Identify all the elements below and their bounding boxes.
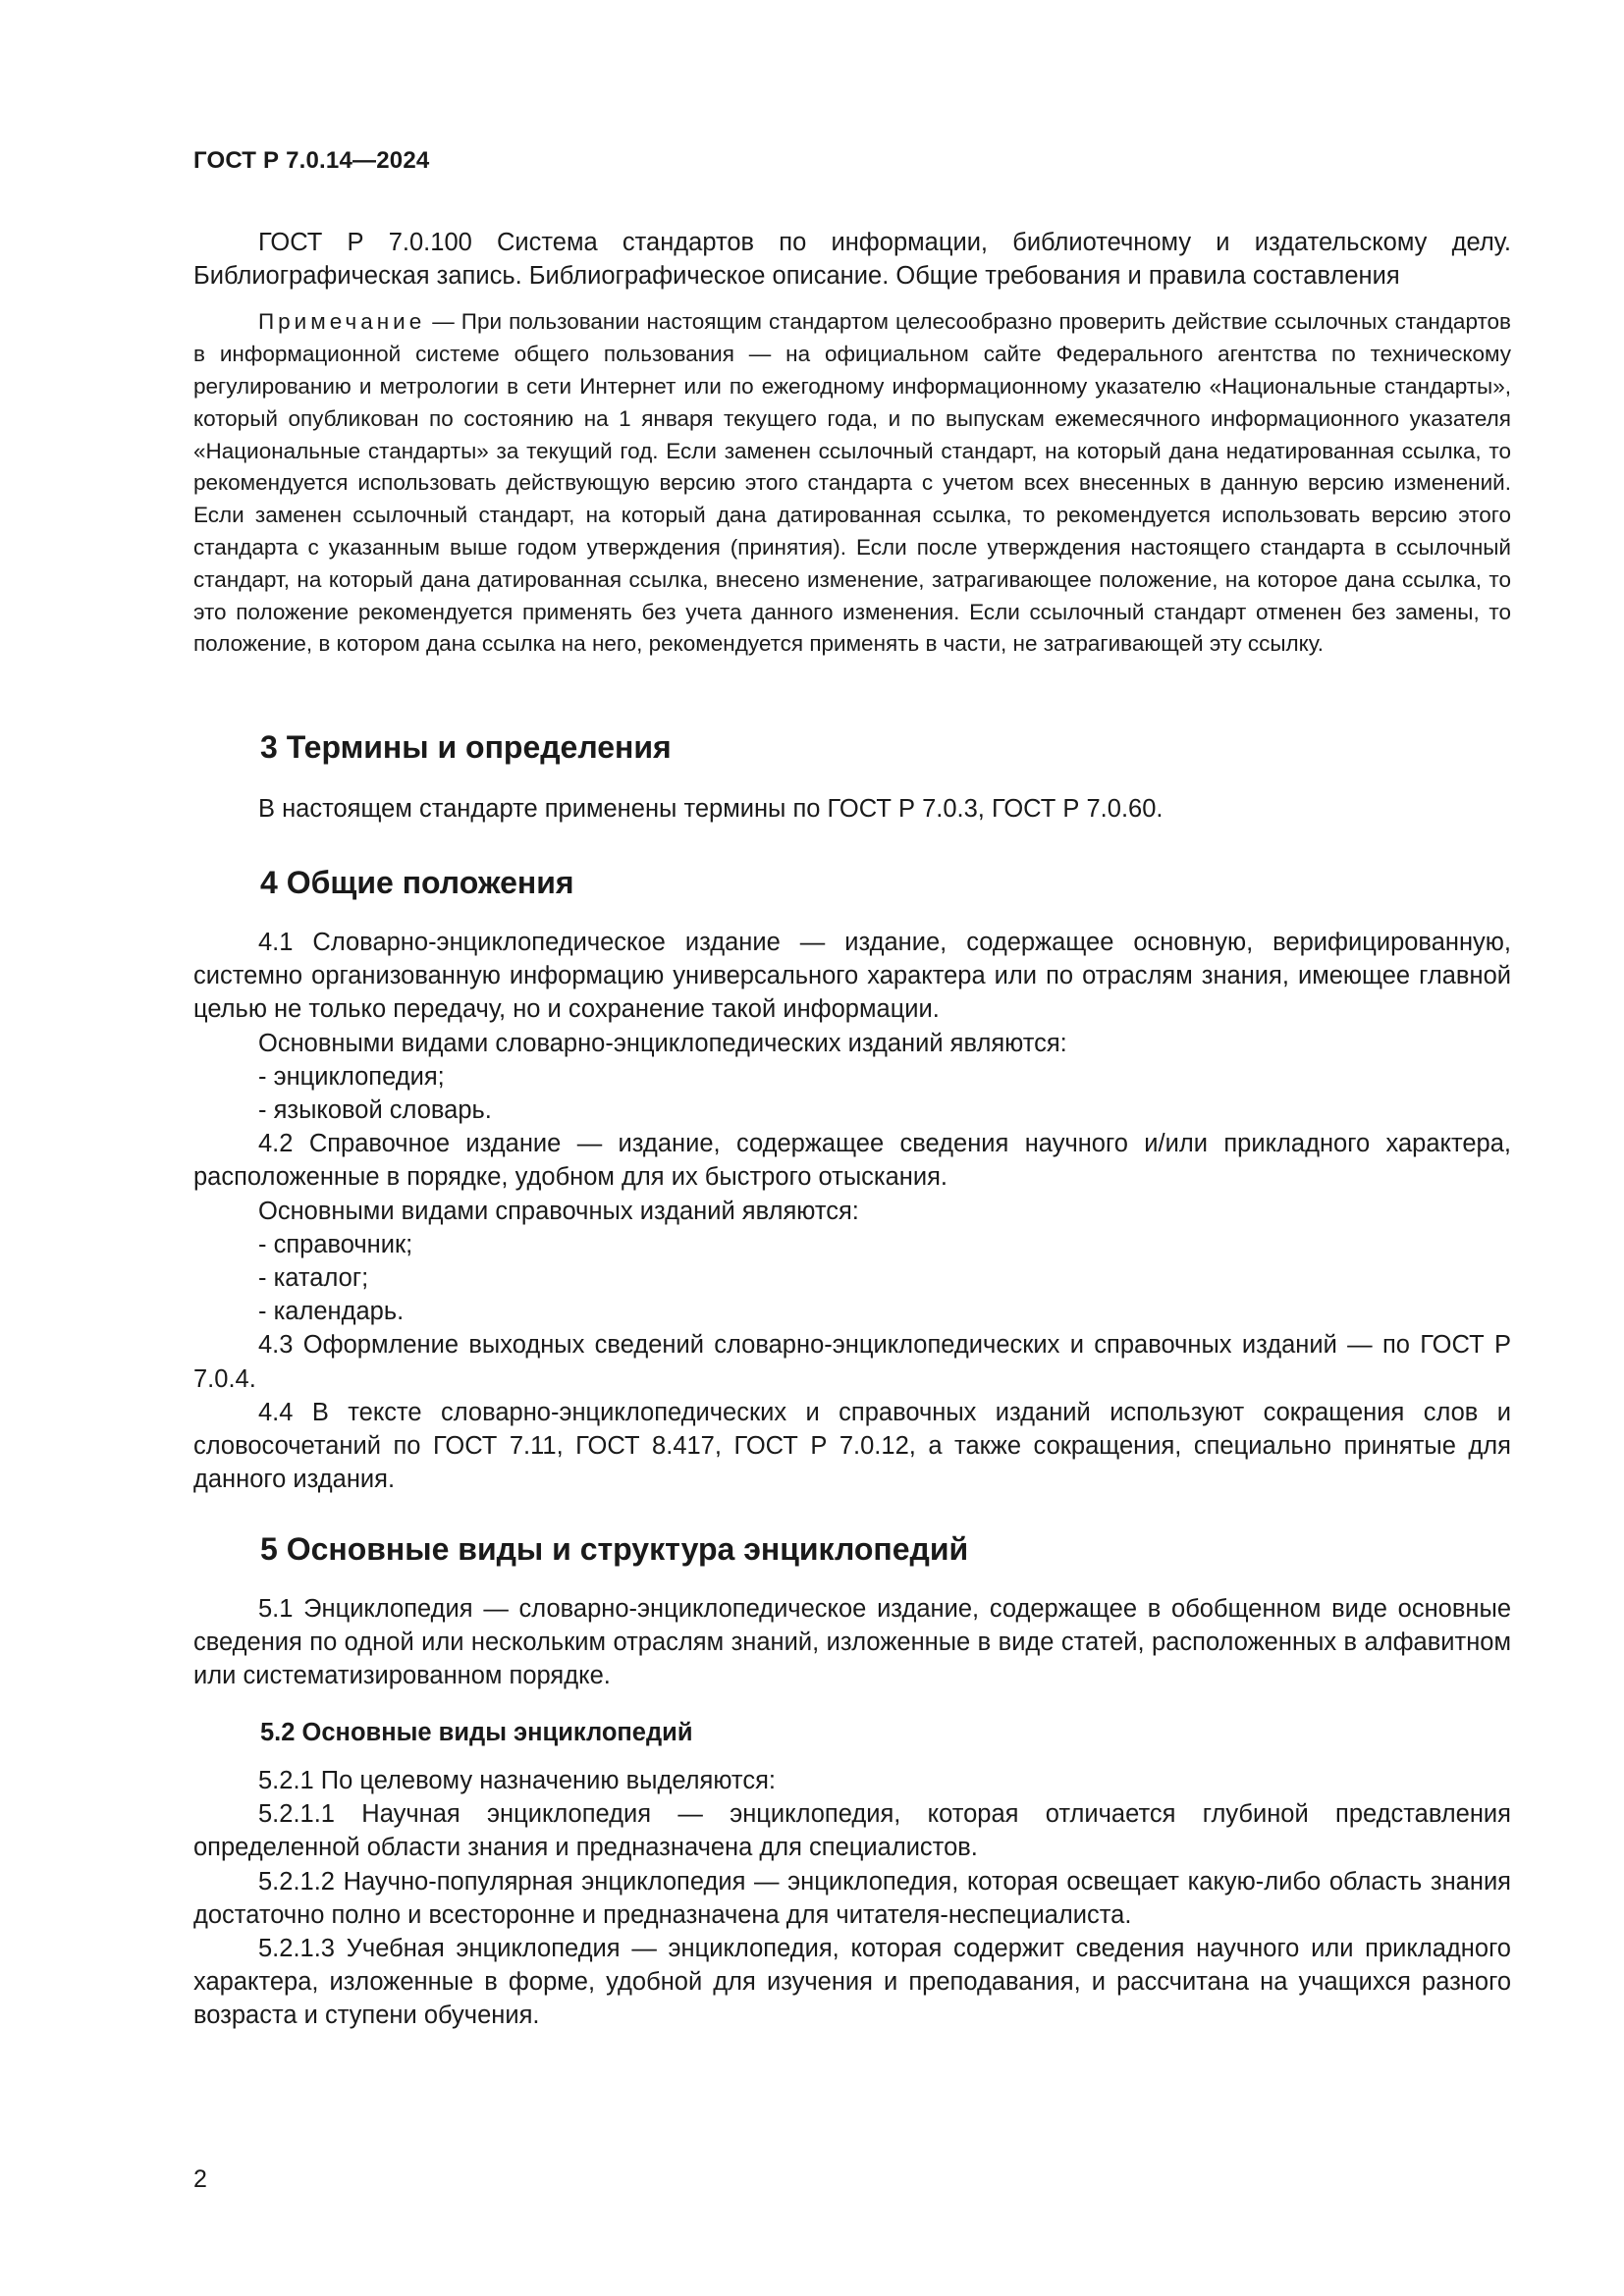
list-item: - каталог;: [258, 1264, 369, 1293]
note-label: Примечание: [258, 309, 426, 335]
document-header-code: ГОСТ Р 7.0.14—2024: [193, 147, 430, 174]
section-3-body: [193, 792, 1511, 826]
section-5-heading: 5 Основные виды и структура энциклопедий: [260, 1531, 969, 1567]
section-3-heading: 3 Термины и определения: [260, 729, 672, 765]
paragraph-4-1-types: Основными видами словарно-энциклопедических изданий являются:: [258, 1029, 1067, 1057]
reference-gost-7-0-100: ГОСТ Р 7.0.100 Система стандартов по информации, библиотечному и издательскому делу. Библиографическая запись. Библиографическое описание. Общие требования и правила составления: [193, 229, 1511, 291]
note-paragraph: [193, 306, 1511, 661]
section-4-body: [193, 926, 1511, 1496]
paragraph-5-2-1: 5.2.1 По целевому назначению выделяются:: [258, 1767, 776, 1794]
paragraph-4-3: 4.3 Оформление выходных сведений словарно-энциклопедических и справочных изданий — по ГОСТ Р 7.0.4.: [193, 1331, 1511, 1393]
paragraph-4-1: 4.1 Словарно-энциклопедическое издание — издание, содержащее основную, верифицированную, системно организованную информацию универсального характера или по отраслям знания, имеющее главной целью не только передачу, но и сохранение такой информации.: [193, 929, 1511, 1024]
list-item: - энциклопедия;: [258, 1062, 445, 1091]
paragraph-4-2: 4.2 Справочное издание — издание, содержащее сведения научного и/или прикладного характера, расположенные в порядке, удобном для их быстрого отыскания.: [193, 1130, 1511, 1192]
paragraph-5-1: 5.1 Энциклопедия — словарно-энциклопедическое издание, содержащее в обобщенном виде основные сведения по одной или нескольким отраслям знаний, изложенные в виде статей, расположенных в алфавитном или систематизированном порядке.: [193, 1595, 1511, 1690]
paragraph-5-2-1-2: 5.2.1.2 Научно-популярная энциклопедия — энциклопедия, которая освещает какую-либо область знания достаточно полно и всесторонне и предназначена для читателя-неспециалиста.: [193, 1867, 1511, 1929]
paragraph-4-4: 4.4 В тексте словарно-энциклопедических и справочных изданий используют сокращения слов и словосочетаний по ГОСТ 7.11, ГОСТ 8.417, ГОСТ Р 7.0.12, а также сокращения, специально принятые для данного издания.: [193, 1398, 1511, 1494]
references-block: [193, 226, 1511, 661]
subsection-5-2-heading: 5.2 Основные виды энциклопедий: [260, 1719, 693, 1746]
list-item: - языковой словарь.: [258, 1096, 492, 1125]
list-item: - календарь.: [258, 1298, 405, 1326]
list-item: - справочник;: [258, 1230, 413, 1258]
page-number: 2: [193, 2165, 207, 2193]
section-5-2-body: [193, 1764, 1511, 2033]
paragraph-4-2-types: Основными видами справочных изданий являются:: [258, 1197, 859, 1225]
section-4-heading: 4 Общие положения: [260, 865, 574, 900]
section-5-1-body: [193, 1592, 1511, 1693]
section-3-text: В настоящем стандарте применены термины по ГОСТ Р 7.0.3, ГОСТ Р 7.0.60.: [258, 795, 1164, 823]
paragraph-5-2-1-1: 5.2.1.1 Научная энциклопедия — энциклопедия, которая отличается глубиной представления определенной области знания и предназначена для специалистов.: [193, 1800, 1511, 1862]
paragraph-5-2-1-3: 5.2.1.3 Учебная энциклопедия — энциклопедия, которая содержит сведения научного или прикладного характера, изложенные в форме, удобной для изучения и преподавания, и рассчитана на учащихся разного возраста и ступени обучения.: [193, 1935, 1511, 2030]
note-text: — При пользовании настоящим стандартом целесообразно проверить действие ссылочных стандартов в информационной системе общего пользования — на официальном сайте Федерального агентства по техническому регулированию и метрологии в сети Интернет или по ежегодному информационному указателю «Национальные стандарты», который опубликован по состоянию на 1 января текущего года, и по выпускам ежемесячного информационного указателя «Национальные стандарты» за текущий год. Если заменен ссылочный стандарт, на который дана недатированная ссылка, то рекомендуется использовать действующую версию этого стандарта с учетом всех внесенных в данную версию изменений. Если заменен ссылочный стандарт, на который дана датированная ссылка, то рекомендуется использовать версию этого стандарта с указанным выше годом утверждения (принятия). Если после утверждения настоящего стандарта в ссылочный стандарт, на который дана датированная ссылка, внесено изменение, затрагивающее положение, на которое дана ссылка, то это положение рекомендуется применять без учета данного изменения. Если ссылочный стандарт отменен без замены, то положение, в котором дана ссылка на него, рекомендуется применять в части, не затрагивающей эту ссылку.: [193, 309, 1511, 657]
